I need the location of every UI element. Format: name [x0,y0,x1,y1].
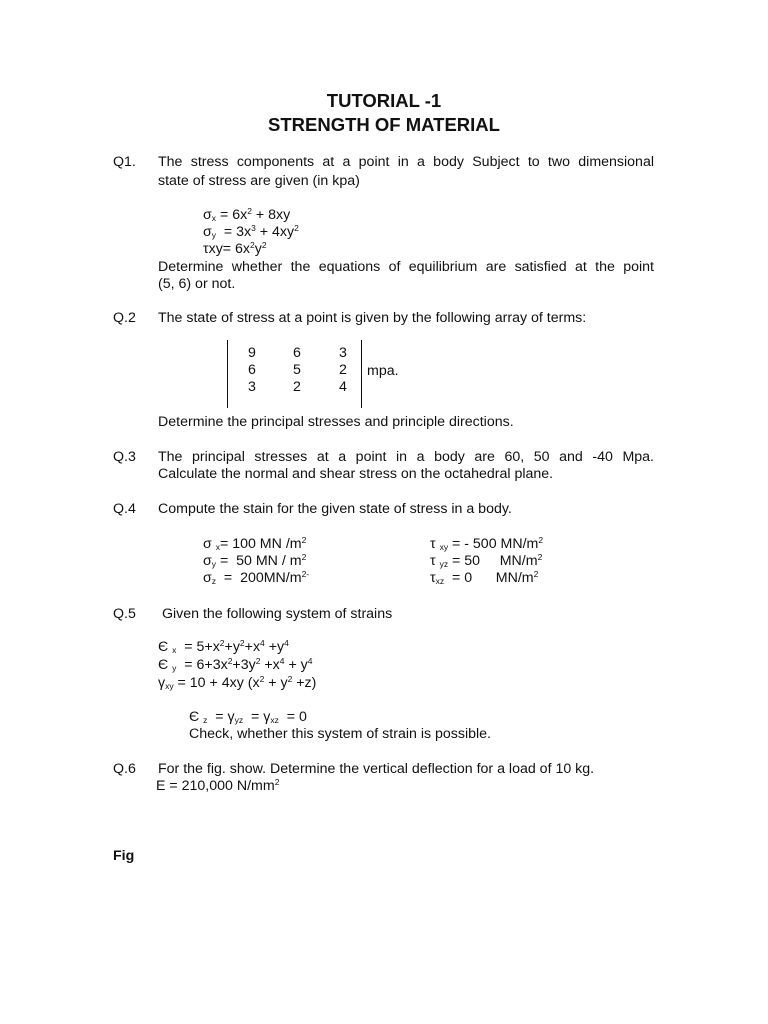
matrix-cell: 3 [248,379,256,395]
q2-text-2: Determine the principal stresses and principle directions. [158,414,514,430]
matrix-right-bar [361,340,362,408]
q6-text: For the fig. show. Determine the vertical deflection for a load of 10 kg. [158,761,595,777]
q1-text-2: state of stress are given (in kpa) [158,173,360,189]
matrix-cell: 3 [339,345,347,361]
q1-equation-3: $\tau xy= 6x^2y^2$ [203,240,267,257]
q1-text-4: (5, 6) or not. [158,276,236,292]
q5-check-text: Check, whether this system of strain is possible. [189,726,491,742]
q5-shear-strain-xy: $\gamma_{xy} = 10 + 4xy$ $(x^2 + y^2 +z)$ [158,674,317,691]
q6-number: Q.6 [113,761,136,777]
q4-sigma-z: $\sigma_z = 200MN/m^{2-}$ [203,569,310,586]
q3-text-1: The principal stresses at a point in a body are 60, 50 and -40 Mpa. [158,449,654,465]
matrix-cell: 9 [248,345,256,361]
q5-strain-zero-condition: Є $_z = \gamma_{yz} = \gamma_{xz} = 0$ [189,709,307,725]
title-line-2: STRENGTH OF MATERIAL [268,114,500,135]
q5-strain-y: Є $_y = 6+3x^2+3y^2 +x^4 + y^4$ [158,656,313,673]
q5-text: Given the following system of strains [158,606,393,622]
q5-strain-x: Є $_x = 5+x^2+y^2+x^4 +y^4$ [158,638,289,655]
q4-sigma-x: σ $_x$= 100 MN $/m^2$ [203,535,307,552]
q1-text-1: The stress components at a point in a body Subject to two dimensional [158,154,654,170]
q2-text: The state of stress at a point is given by the following array of terms: [158,310,587,326]
matrix-cell: 6 [293,345,301,361]
matrix-cell: 4 [339,379,347,395]
q1-equation-2: $\sigma_y = 3x^3 + 4xy^2$ [203,223,299,240]
q6-modulus: E = 210,000 $N/mm^2$ [156,777,280,794]
q1-number: Q1. [113,154,136,170]
title-line-1: TUTORIAL -1 [326,90,442,111]
q4-tau-yz: τ $_{yz}$ = 50 $MN/m^2$ [430,552,543,569]
matrix-cell: 6 [248,362,256,378]
q4-number: Q.4 [113,501,136,517]
q4-sigma-y: $\sigma_y = 50$ MN / $m^2$ [203,552,307,569]
matrix-cell: 2 [293,379,301,395]
q4-text: Compute the stain for the given state of stress in a body. [158,501,512,517]
matrix-cell: 2 [339,362,347,378]
q1-text-3: Determine whether the equations of equilibrium are satisfied at the point [158,259,654,275]
fig-label: Fig [113,848,135,864]
q5-number: Q.5 [113,606,136,622]
matrix-left-bar [227,340,228,408]
q1-equation-1: $\sigma_x = 6x^2 + 8xy$ [203,206,291,223]
q3-number: Q.3 [113,449,136,465]
q4-tau-xy: τ $_{xy}$ = - 500 $MN/m^2$ [430,535,544,552]
matrix-unit: mpa. [367,363,399,379]
q4-tau-xz: $\tau_{xz} = 0$ $MN/m^2$ [430,569,539,586]
q3-text-2: Calculate the normal and shear stress on the octahedral plane. [158,466,554,482]
q2-number: Q.2 [113,310,136,326]
matrix-cell: 5 [293,362,301,378]
